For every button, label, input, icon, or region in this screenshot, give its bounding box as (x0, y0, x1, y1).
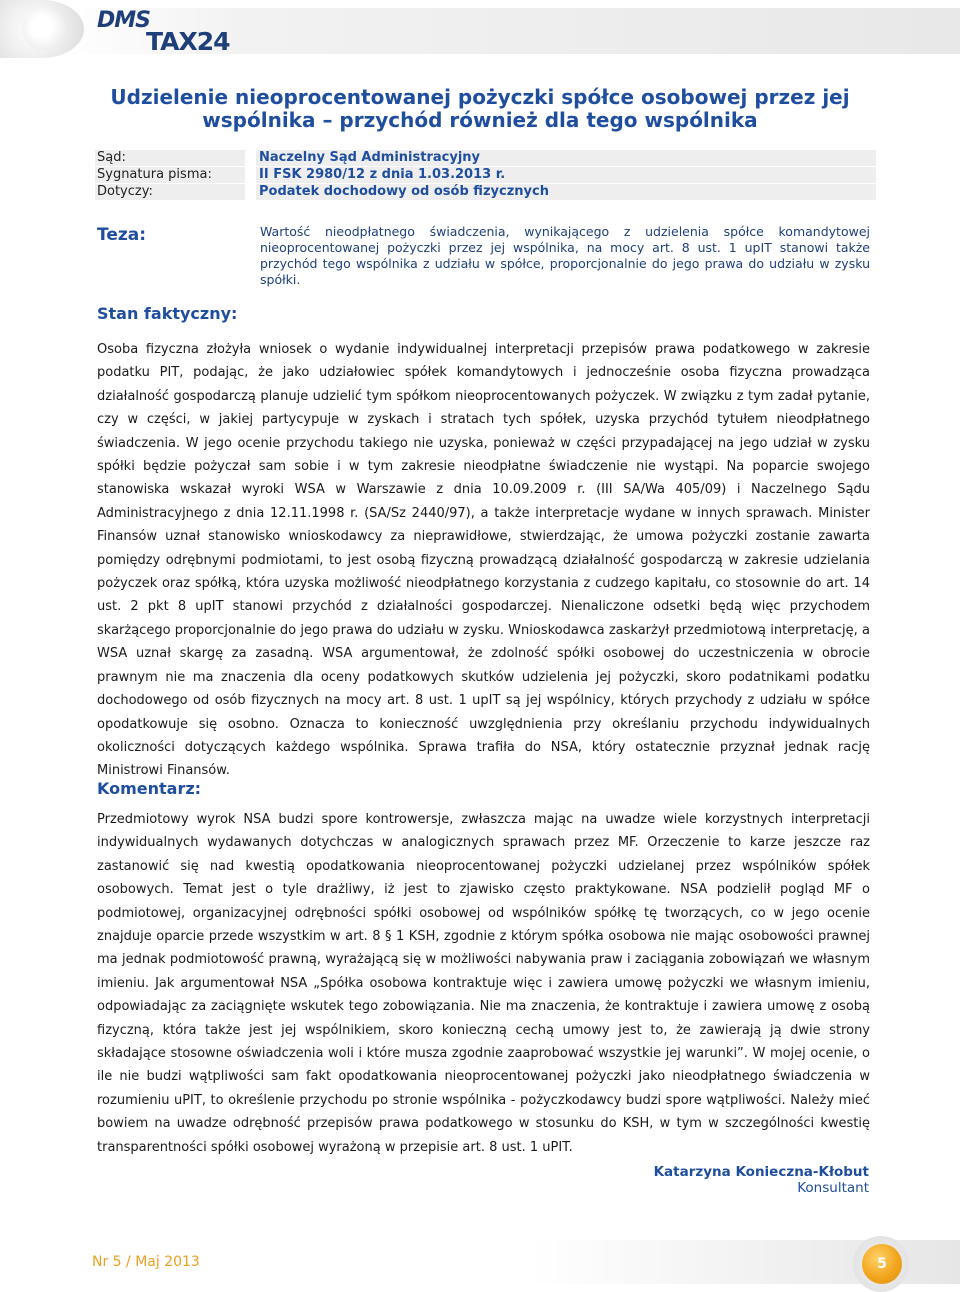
header-decor-circle (0, 0, 84, 58)
meta-value-court: Naczelny Sąd Administracyjny (256, 150, 876, 166)
footer-issue: Nr 5 / Maj 2013 (92, 1254, 200, 1270)
logo-dms-text: DMS (97, 8, 150, 33)
teza-heading: Teza: (97, 225, 147, 245)
meta-label-signature: Sygnatura pisma: (95, 167, 245, 183)
meta-label-subject: Dotyczy: (95, 184, 245, 200)
komentarz-heading: Komentarz: (97, 779, 202, 798)
dms-tax24-logo (96, 6, 246, 54)
author-name: Katarzyna Konieczna-Kłobut (653, 1164, 869, 1180)
meta-value-signature: II FSK 2980/12 z dnia 1.03.2013 r. (256, 167, 876, 183)
meta-values (256, 150, 876, 201)
author-block (654, 1164, 869, 1196)
komentarz-text: Przedmiotowy wyrok NSA budzi spore kontrowersje, zwłaszcza mając na uwadze wiele korzystnych interpretacji indywidualnych wydawanych dotychczas w analogicznych sprawach przez MF. Orzeczenie to karze jeszcze raz zastanowić się nad kwestią opodatkowania nieoprocentowanej pożyczki udzielanej przez wspólników spółek osobowych. Temat jest o tyle drażliwy, iż jest to zjawisko często praktykowane. NSA podzielił pogląd MF o podmiotowej, organizacyjnej odrębności spółki osobowej od wspólników spółkę tę tworzących, co w jego ocenie znajduje oparcie przede wszystkim w art. 8 § 1 KSH, zgodnie z którym spółka osobowa nie mając osobowości prawnej ma jednak podmiotowość prawną, wyrażającą się w możliwości nabywania praw i zaciągania zobowiązań we własnym imieniu. Jak argumentował NSA „Spółka osobowa kontraktuje więc i zawiera umowę pożyczki we własnym imieniu, odpowiadając za zaciągnięte wskutek tego zobowiązania. Nie ma znaczenia, że kontraktuje i zawiera umowę z osobą fizyczną, która także jest jej wspólnikiem, skoro konieczną cechą umowy jest to, że zawierają ją dwie strony składające stosowne oświadczenia woli i które musza zgodnie zaaprobować wszystkie jej warunki”. W mojej ocenie, o ile nie budzi wątpliwości sam fakt opodatkowania nieoprocentowanej pożyczki jako nieodpłatnego świadczenia w rozumieniu uPIT, to określenie przychodu po stronie wspólnika - pożyczkodawcy budzi spore wątpliwości. Należy mieć bowiem na uwadze odrębność przepisów prawa podatkowego w stosunku do KSH, w tym w szczególności kwestię transparentności spółki osobowej wyrażoną w przepisie art. 8 ust. 1 uPIT. (97, 812, 870, 1155)
header-decor-circle-inner (22, 8, 66, 50)
logo-tax24-text: TAX24 (146, 27, 230, 54)
meta-label-court: Sąd: (95, 150, 245, 166)
meta-labels (95, 150, 245, 201)
author-role: Konsultant (797, 1180, 869, 1196)
meta-value-subject: Podatek dochodowy od osób fizycznych (256, 184, 876, 200)
stan-heading: Stan faktyczny: (97, 304, 238, 323)
page-number-badge: 5 (862, 1244, 902, 1284)
teza-text: Wartość nieodpłatnego świadczenia, wynikającego z udzielenia spółce komandytowej nieoprocentowanej pożyczki przez jej wspólnika, na mocy art. 8 ust. 1 upIT stanowi także przychód tego wspólnika z udziału w spółce, proporcjonalnie do jego prawa do udziału w zysku spółki. (260, 224, 870, 287)
stan-text: Osoba fizyczna złożyła wniosek o wydanie indywidualnej interpretacji przepisów prawa podatkowego w zakresie podatku PIT, podając, że jako udziałowiec spółek komandytowych i jednocześnie osoba fizyczna prowadząca działalność gospodarczą planuje udzielić tym spółkom nieoprocentowanych pożyczek. W związku z tym zadał pytanie, czy w części, w jakiej partycypuje w zyskach i stratach tych spółek, uzyska przychód tytułem nieodpłatnego świadczenia. W jego ocenie przychodu takiego nie uzyska, ponieważ w części przypadającej na jego udział w zysku spółki będzie pożyczał sam sobie i w tym zakresie nieodpłatne świadczenie nie wystąpi. Na poparcie swojego stanowiska wskazał wyroki WSA w Warszawie z dnia 10.09.2009 r. (III SA/Wa 405/09) i Naczelnego Sądu Administracyjnego z dnia 12.11.1998 r. (SA/Sz 2440/97), a także interpretacje wydane w innych sprawach. Minister Finansów uznał stanowisko wnioskodawcy za nieprawidłowe, stwierdzając, że umowa pożyczki zostanie zawarta pomiędzy odrębnymi podmiotami, to jest osobą fizyczną prowadzącą działalność gospodarczą w zakresie udzielania pożyczek oraz spółką, która uzyska możliwość nieodpłatnego korzystania z cudzego kapitału, co stosownie do art. 14 ust. 2 pkt 8 upIT stanowi przychód z działalności gospodarczej. Nienaliczone odsetki będą więc przychodem skarżącego proporcjonalnie do jego prawa do udziału w zysku. Wnioskodawca zaskarżył przedmiotową interpretację, a WSA uznał skargę za zasadną. WSA argumentował, że zdolność spółki osobowej do uczestniczenia w obrocie prawnym nie ma znaczenia dla oceny podatkowych skutków udzielenia jej pożyczki, skoro podatnikami podatku dochodowego od osób fizycznych na mocy art. 8 ust. 1 upIT są jej wspólnicy, których przychody z udziału w spółce opodatkowuje się osobno. Oznacza to konieczność uwzględnienia przy określaniu przychodu indywidualnych okoliczności dotyczących każdego wspólnika. Sprawa trafiła do NSA, który ostatecznie przyznał jednak rację Ministrowi Finansów. (97, 342, 870, 779)
document-title: Udzielenie nieoprocentowanej pożyczki spółce osobowej przez jej wspólnika – przychód również dla tego wspólnika (110, 85, 850, 132)
